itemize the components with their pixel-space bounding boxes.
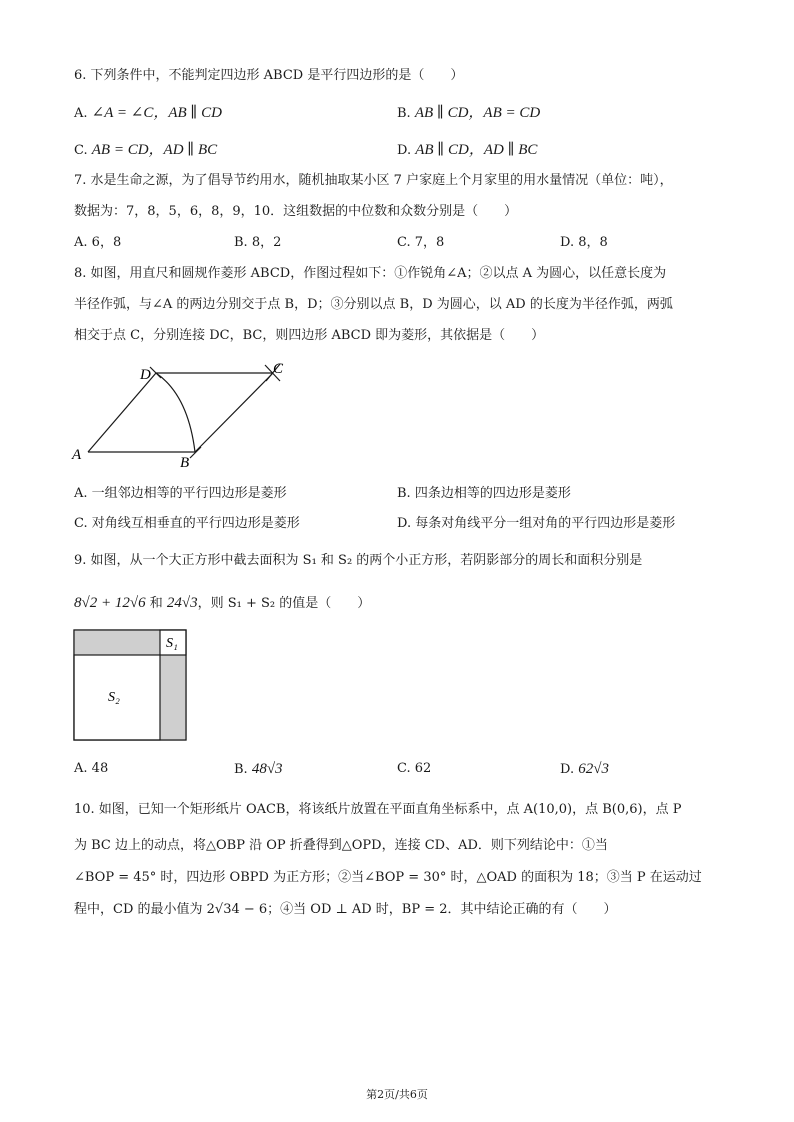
- q8-option-a: A. 一组邻边相等的平行四边形是菱形: [74, 486, 287, 501]
- label-c: C: [273, 361, 284, 377]
- perimeter-expression: 8√2 + 12√6: [74, 595, 146, 611]
- shaded-right-band: [160, 655, 186, 740]
- shaded-top-band: [74, 630, 160, 655]
- q10-stem-line2: 为 BC 边上的动点，将△OBP 沿 OP 折叠得到△OPD，连接 CD、AD．则下列结论中：①当: [74, 838, 608, 853]
- option-label: C.: [74, 143, 88, 158]
- label-b: B: [180, 455, 190, 471]
- side-ad: [88, 373, 156, 452]
- label-a: A: [72, 447, 82, 463]
- q8-option-c: C. 对角线互相垂直的平行四边形是菱形: [74, 516, 300, 531]
- q6-stem: 6. 下列条件中，不能判定四边形 ABCD 是平行四边形的是（ ）: [74, 68, 464, 83]
- option-label: B.: [397, 106, 411, 121]
- q6-option-b: [397, 104, 540, 123]
- label-s2: S₂: [108, 690, 120, 705]
- rhombus-figure: [60, 355, 300, 475]
- squares-figure: [72, 628, 192, 744]
- q10-stem-line3: ∠BOP = 45° 时，四边形 OBPD 为正方形；②当∠BOP = 30° 时，△OAD 的面积为 18；③当 P 在运动过: [74, 870, 702, 885]
- arc-center-a: [156, 373, 195, 452]
- q8-option-b: B. 四条边相等的四边形是菱形: [397, 486, 571, 501]
- q7-option-a: A. 6，8: [74, 235, 122, 250]
- q6-option-a: [74, 104, 222, 123]
- q8-option-d: D. 每条对角线平分一组对角的平行四边形是菱形: [397, 516, 676, 531]
- q10-stem-line1: 10. 如图，已知一个矩形纸片 OACB，将该纸片放置在平面直角坐标系中，点 A(10,0)，点 B(0,6)，点 P: [74, 802, 682, 817]
- q10-stem-line4: 程中，CD 的最小值为 2√34 − 6；④当 OD ⊥ AD 时，BP = 2．其中结论正确的有（ ）: [74, 902, 617, 917]
- q6-option-c: [74, 141, 217, 160]
- option-text: ∠A = ∠C，AB ∥ CD: [91, 105, 222, 121]
- q9-option-d: D. 62√3: [560, 761, 609, 777]
- option-label: A.: [74, 106, 88, 121]
- label-d: D: [140, 367, 151, 383]
- option-label: D.: [397, 143, 412, 158]
- q9-stem-line1: 9. 如图，从一个大正方形中截去面积为 S₁ 和 S₂ 的两个小正方形，若阴影部分的周长和面积分别是: [74, 553, 643, 568]
- option-text: AB ∥ CD，AB = CD: [414, 105, 541, 121]
- q9-option-a: A. 48: [74, 761, 109, 776]
- q8-stem-line2: 半径作弧，与∠A 的两边分别交于点 B，D；③分别以点 B，D 为圆心，以 AD 的长度为半径作弧，两弧: [74, 297, 673, 312]
- side-bc: [195, 373, 273, 452]
- q8-stem-line3: 相交于点 C，分别连接 DC，BC，则四边形 ABCD 即为菱形，其依据是（ ）: [74, 328, 545, 343]
- q9-option-b: B. 48√3: [234, 761, 283, 777]
- option-text: AB ∥ CD，AD ∥ BC: [415, 142, 538, 158]
- option-text: AB = CD，AD ∥ BC: [91, 142, 218, 158]
- q7-stem-line2: 数据为：7，8，5，6，8，9，10．这组数据的中位数和众数分别是（ ）: [74, 204, 518, 219]
- area-expression: 24√3: [166, 595, 198, 611]
- q7-option-c: C. 7，8: [397, 235, 445, 250]
- q7-stem-line1: 7. 水是生命之源，为了倡导节约用水，随机抽取某小区 7 户家庭上个月家里的用水量情况（单位：吨），: [74, 173, 673, 188]
- label-s1: S₁: [166, 636, 178, 651]
- q9-stem-line2: 8√2 + 12√6 和 24√3，则 S₁ + S₂ 的值是（ ）: [74, 595, 371, 611]
- q9-option-c: C. 62: [397, 761, 432, 776]
- page-footer: 第2页/共6页: [366, 1088, 428, 1101]
- q7-option-d: D. 8，8: [560, 235, 608, 250]
- q8-stem-line1: 8. 如图，用直尺和圆规作菱形 ABCD，作图过程如下：①作锐角∠A；②以点 A 为圆心，以任意长度为: [74, 266, 667, 281]
- q7-option-b: B. 8，2: [234, 235, 282, 250]
- q6-option-d: [397, 141, 537, 160]
